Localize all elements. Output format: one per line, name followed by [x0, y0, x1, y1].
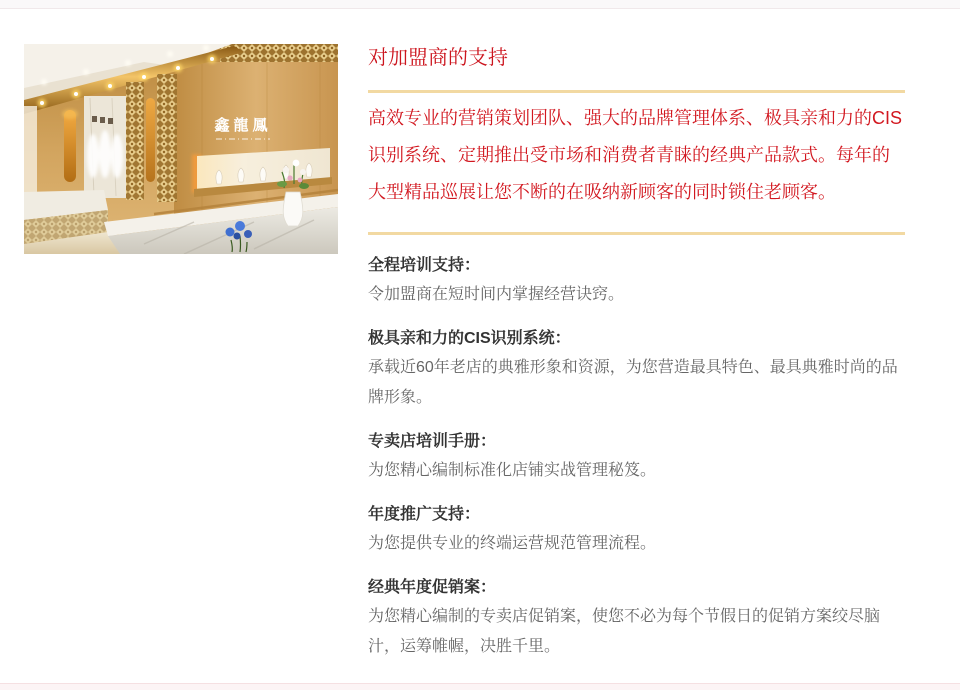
section-heading: 专卖店培训手册： [368, 433, 497, 450]
section-cis [368, 325, 906, 413]
section-body: 令加盟商在短时间内掌握经营诀窍。 [368, 286, 625, 303]
section-heading: 极具亲和力的CIS识别系统： [368, 330, 571, 347]
gold-divider-top [368, 90, 905, 93]
section-training [368, 252, 906, 310]
section-promotion [368, 501, 906, 559]
marble-display-pillar [84, 96, 126, 198]
section-heading: 年度推广支持： [368, 506, 481, 523]
section-body: 为您精心编制标准化店铺实战管理秘笈。 [368, 462, 657, 479]
section-heading: 经典年度促销案： [368, 579, 497, 596]
section-body: 为您提供专业的终端运营规范管理流程。 [368, 535, 657, 552]
page-title: 对加盟商的支持 [368, 47, 508, 69]
support-sections [368, 252, 906, 677]
intro-paragraph: 高效专业的营销策划团队、强大的品牌管理体系、极具亲和力的CIS识别系统、定期推出受市场和消费者青睐的经典产品款式。每年的大型精品巡展让您不断的在吸纳新顾客的同时锁住老顾客。 [368, 108, 903, 202]
page-bottom-border [0, 683, 960, 690]
section-heading: 全程培训支持： [368, 257, 481, 274]
section-annual-sales-plan [368, 574, 906, 662]
gold-divider-middle [368, 232, 905, 235]
storefront-photo [24, 44, 338, 254]
section-body: 承载近60年老店的典雅形象和资源，为您营造最具特色、最具典雅时尚的品牌形象。 [368, 359, 898, 406]
support-content-column [368, 0, 906, 690]
section-body: 为您精心编制的专卖店促销案，使您不必为每个节假日的促销方案绞尽脑汁，运筹帷幄，决胜千里。 [368, 608, 881, 655]
left-mirror-strip [24, 106, 37, 198]
brand-sign-text: 鑫龍鳳 [214, 118, 272, 134]
section-manual [368, 428, 906, 486]
storefront-illustration [24, 44, 338, 254]
